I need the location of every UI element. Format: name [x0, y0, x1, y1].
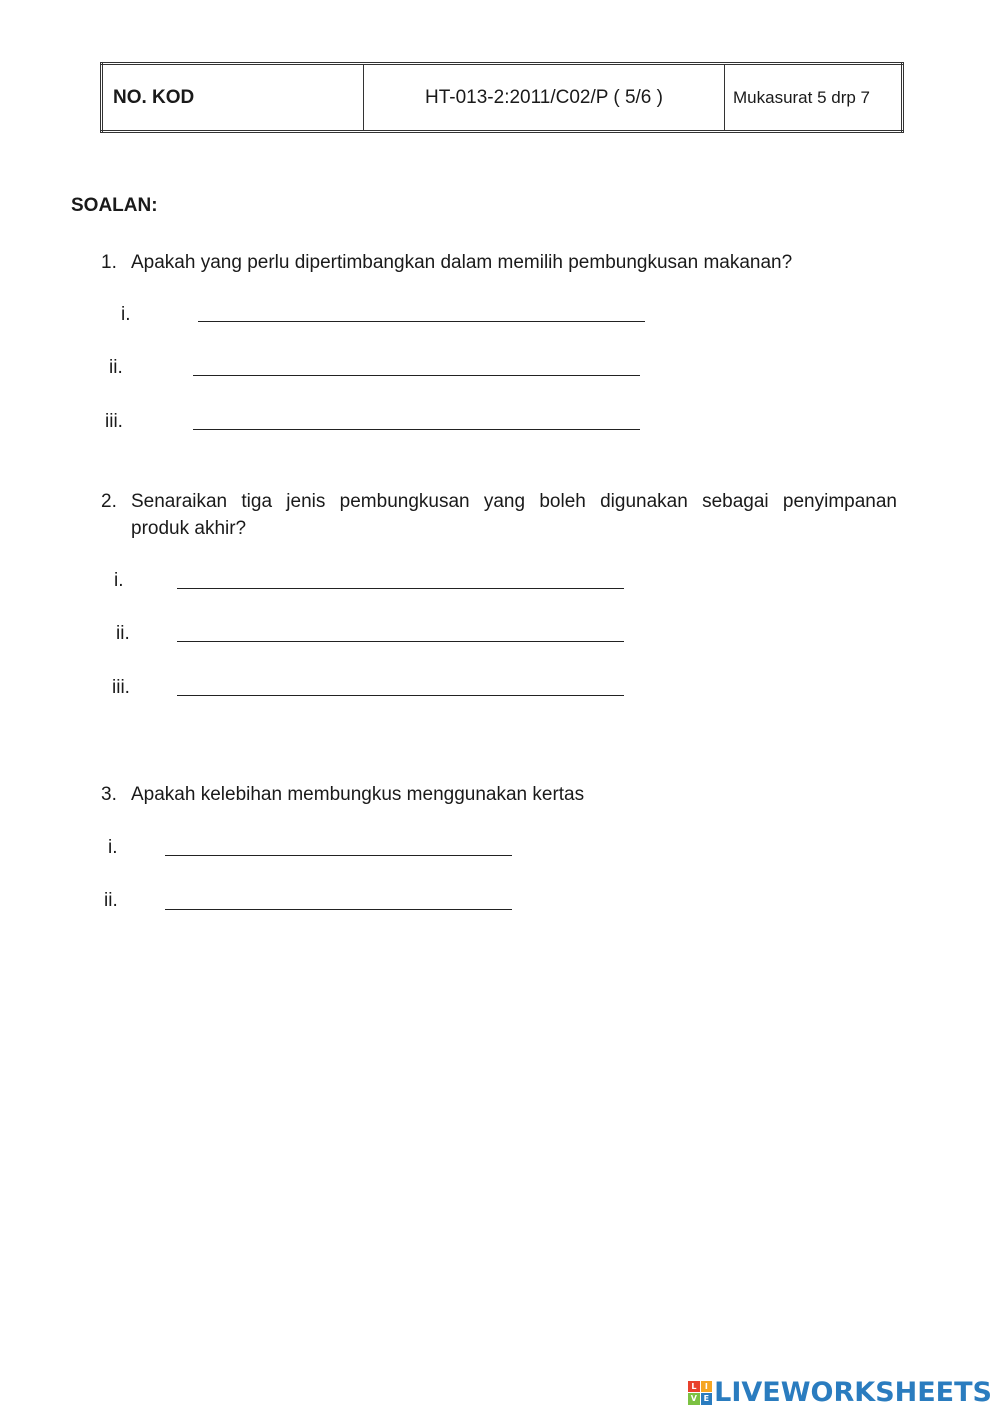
- q2-answer-ii-blank[interactable]: [177, 641, 624, 642]
- q3-answer-i-blank[interactable]: [165, 855, 512, 856]
- q2-answer-iii-blank[interactable]: [177, 695, 624, 696]
- q1-answer-i-blank[interactable]: [198, 321, 645, 322]
- q2-answer-i-blank[interactable]: [177, 588, 624, 589]
- q3-answer-ii-label: ii.: [104, 890, 118, 911]
- q2-answer-iii-label: iii.: [112, 677, 130, 698]
- q1-answer-ii-blank[interactable]: [193, 375, 640, 376]
- q1-answer-ii-label: ii.: [109, 357, 123, 378]
- liveworksheets-logo: [688, 1377, 992, 1408]
- question-1-number: 1.: [101, 252, 117, 273]
- q1-answer-iii-label: iii.: [105, 411, 123, 432]
- q3-answer-ii-blank[interactable]: [165, 909, 512, 910]
- question-2-text-line2: produk akhir?: [131, 518, 247, 539]
- question-3-number: 3.: [101, 784, 117, 805]
- q1-answer-iii-blank[interactable]: [193, 429, 640, 430]
- question-1-text: Apakah yang perlu dipertimbangkan dalam memilih pembungkusan makanan?: [131, 252, 793, 273]
- question-2-text-line1: Senaraikan tiga jenis pembungkusan yang boleh digunakan sebagai penyimpanan: [131, 491, 897, 512]
- liveworksheets-logo-mark-icon: L I V E: [688, 1381, 712, 1405]
- question-3-text: Apakah kelebihan membungkus menggunakan kertas: [131, 784, 585, 805]
- document-code: HT-013-2:2011/C02/P ( 5/6 ): [364, 64, 725, 132]
- section-title: SOALAN:: [71, 195, 158, 216]
- q3-answer-i-label: i.: [108, 837, 118, 858]
- q1-answer-i-label: i.: [121, 304, 131, 325]
- kod-label: NO. KOD: [102, 64, 364, 132]
- question-2-number: 2.: [101, 491, 117, 512]
- q2-answer-i-label: i.: [114, 570, 124, 591]
- q2-answer-ii-label: ii.: [116, 623, 130, 644]
- page-number: Mukasurat 5 drp 7: [725, 64, 903, 132]
- liveworksheets-wordmark: LIVEWORKSHEETS: [714, 1377, 992, 1408]
- header-table: [100, 62, 904, 133]
